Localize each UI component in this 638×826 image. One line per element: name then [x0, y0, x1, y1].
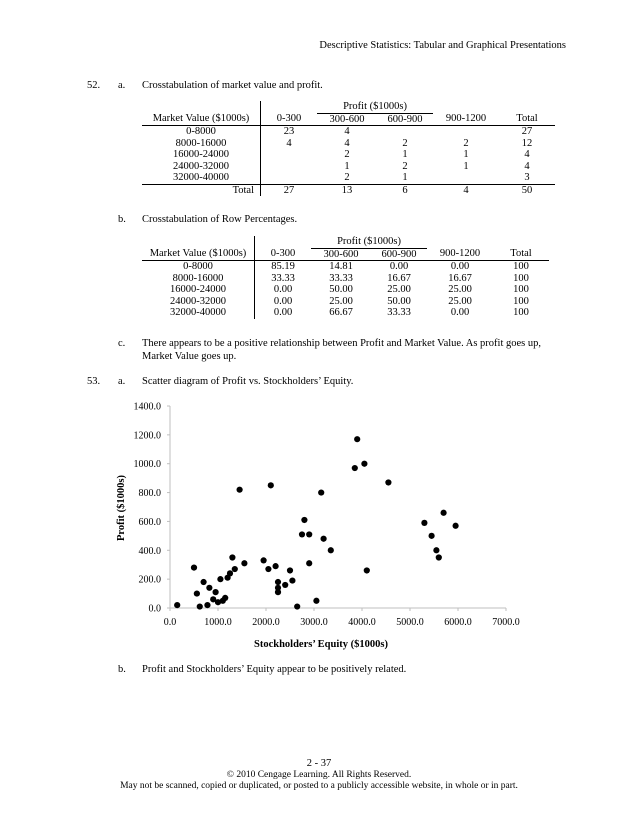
scatter-point [287, 567, 293, 573]
cell: 4 [261, 138, 318, 150]
table-row [142, 261, 549, 273]
x-tick-label: 6000.0 [444, 617, 472, 628]
cell: 4 [524, 160, 530, 172]
table-row [142, 149, 555, 161]
table-row [142, 161, 555, 173]
y-tick-label: 400.0 [138, 545, 161, 557]
column-header: 300-600 [311, 248, 371, 261]
market-value-header: Market Value ($1000s) [142, 248, 255, 261]
crosstab-market-value-profit [142, 101, 555, 196]
cell: 50.00 [387, 295, 411, 307]
scatter-point [306, 531, 312, 537]
scatter-point [289, 577, 295, 583]
x-tick-label: 5000.0 [396, 617, 424, 628]
scatter-point [275, 579, 281, 585]
scatter-point [421, 520, 427, 526]
usage-notice: May not be scanned, copied or duplicated, or posted to a publicly accessible website, in whole or in part. [120, 781, 518, 791]
cell: 33.33 [255, 273, 312, 285]
scatter-point [206, 585, 212, 591]
scatter-point [321, 536, 327, 542]
scatter-point [364, 567, 370, 573]
cell: 33.33 [329, 272, 353, 284]
cell [261, 161, 318, 173]
y-tick-label: 0.0 [148, 603, 161, 615]
scatter-point [191, 565, 197, 571]
y-tick-label: 1200.0 [133, 430, 161, 442]
table-row [142, 296, 549, 308]
cell: 100 [513, 295, 529, 307]
question-number-53: 53. [87, 376, 101, 387]
cell: 1 [377, 172, 433, 184]
column-header: 900-1200 [433, 113, 499, 126]
cell: 6 [402, 184, 408, 196]
cell: 0.00 [450, 261, 470, 272]
column-header: Total [499, 113, 555, 126]
part-label-53b: b. [118, 664, 126, 675]
cell: 33.33 [387, 307, 411, 318]
x-tick-label: 7000.0 [492, 617, 520, 628]
scatter-point [354, 436, 360, 442]
cell: 14.81 [329, 261, 353, 272]
cell: 1 [463, 160, 469, 172]
y-tick-label: 800.0 [138, 488, 161, 500]
scatter-point [222, 595, 228, 601]
cell: 0.00 [255, 284, 312, 296]
scatter-point [213, 589, 219, 595]
copyright: © 2010 Cengage Learning. All Rights Reserved. [226, 770, 412, 780]
scatter-point [352, 465, 358, 471]
scatter-point [197, 603, 203, 609]
column-header: 600-900 [377, 113, 433, 126]
y-axis-label: Profit ($1000s) [116, 475, 127, 541]
cell: 25.00 [387, 284, 411, 295]
scatter-point [436, 554, 442, 560]
scatter-point [227, 570, 233, 576]
cell: 85.19 [255, 261, 312, 273]
table-row [142, 138, 555, 150]
x-tick-label: 1000.0 [204, 617, 232, 628]
market-value-header: Market Value ($1000s) [142, 113, 261, 126]
row-label: 0-8000 [186, 126, 216, 137]
column-header: 0-300 [255, 248, 312, 261]
cell: 12 [521, 137, 533, 149]
column-header: 0-300 [261, 113, 318, 126]
column-header: Total [493, 248, 549, 261]
row-label: 24000-32000 [170, 295, 226, 307]
part-label-52a: a. [118, 80, 126, 91]
row-label: 8000-16000 [175, 137, 227, 149]
cell: 1 [402, 149, 408, 160]
scatter-point [385, 479, 391, 485]
cell: 4 [344, 137, 350, 149]
part-text-52c-line2: Market Value goes up. [142, 351, 237, 362]
scatter-point [318, 489, 324, 495]
crosstab-row-percentages [142, 236, 549, 319]
scatter-point [294, 603, 300, 609]
column-header: 900-1200 [427, 248, 493, 261]
scatter-point [273, 563, 279, 569]
scatter-point [232, 566, 238, 572]
part-text-53b: Profit and Stockholders’ Equity appear to be positively related. [142, 664, 407, 675]
total-label: Total [232, 184, 254, 196]
part-title-52b: Crosstabulation of Row Percentages. [142, 214, 298, 225]
y-tick-label: 1400.0 [133, 401, 161, 413]
page-number: 2 - 37 [306, 758, 332, 769]
part-text-52c-line1: There appears to be a positive relationship between Profit and Market Value. As profit goes up, [142, 338, 541, 349]
cell: 0.00 [255, 307, 312, 319]
row-label: 16000-24000 [173, 149, 229, 160]
table-row [142, 273, 549, 285]
cell: 100 [513, 272, 529, 284]
scatter-point [268, 482, 274, 488]
cell [433, 172, 499, 184]
scatter-point [229, 554, 235, 560]
profit-header: Profit ($1000s) [311, 236, 427, 248]
y-tick-label: 1000.0 [133, 459, 161, 471]
cell [433, 126, 499, 138]
cell: 4 [344, 126, 350, 137]
cell: 2 [317, 172, 377, 184]
cell: 2 [344, 149, 350, 160]
column-header: 300-600 [317, 113, 377, 126]
cell: 27 [521, 126, 533, 137]
table-row [142, 126, 555, 138]
scatter-point [429, 533, 435, 539]
cell: 1 [344, 160, 350, 172]
x-tick-label: 2000.0 [252, 617, 280, 628]
cell: 50 [521, 184, 533, 196]
scatter-point [441, 510, 447, 516]
scatter-point [237, 487, 243, 493]
cell: 25.00 [329, 295, 353, 307]
table-row [142, 307, 549, 319]
profit-header: Profit ($1000s) [317, 101, 433, 113]
table-row [142, 172, 555, 184]
scatter-point [174, 602, 180, 608]
cell [261, 149, 318, 161]
cell: 16.67 [448, 272, 472, 284]
part-label-52c: c. [118, 338, 126, 349]
y-tick-label: 600.0 [138, 516, 161, 528]
cell: 2 [463, 137, 469, 149]
cell: 3 [499, 172, 555, 184]
scatter-point [275, 589, 281, 595]
scatter-point [361, 461, 367, 467]
scatter-point [328, 547, 334, 553]
scatter-point [433, 547, 439, 553]
row-label: 8000-16000 [172, 272, 224, 284]
row-label: 16000-24000 [170, 284, 226, 295]
scatter-point [241, 560, 247, 566]
cell: 13 [341, 184, 353, 196]
cell: 25.00 [448, 284, 472, 295]
question-number-52: 52. [87, 80, 101, 91]
cell: 0.00 [389, 261, 409, 272]
cell: 50.00 [329, 284, 353, 295]
row-label: 24000-32000 [173, 160, 229, 172]
cell: 1 [463, 149, 469, 160]
column-header: 600-900 [371, 248, 427, 261]
table-row [142, 284, 549, 296]
cell: 4 [463, 184, 469, 196]
scatter-point [313, 598, 319, 604]
cell: 25.00 [448, 295, 472, 307]
cell [377, 126, 433, 138]
cell: 66.67 [329, 307, 353, 318]
cell [261, 172, 318, 184]
scatter-point [282, 582, 288, 588]
cell: 0.00 [450, 307, 470, 318]
scatter-point [201, 579, 207, 585]
cell: 27 [261, 184, 318, 196]
x-tick-label: 3000.0 [300, 617, 328, 628]
part-title-52a: Crosstabulation of market value and profit. [142, 80, 323, 91]
cell: 0.00 [255, 296, 312, 308]
scatter-point [204, 602, 210, 608]
scatter-point [217, 576, 223, 582]
scatter-point [299, 531, 305, 537]
cell: 100 [513, 261, 529, 272]
scatter-chart [100, 392, 530, 654]
running-header: Descriptive Statistics: Tabular and Graphical Presentations [319, 40, 566, 51]
x-tick-label: 4000.0 [348, 617, 376, 628]
cell: 16.67 [387, 272, 411, 284]
scatter-point [306, 560, 312, 566]
cell: 23 [261, 126, 318, 138]
part-title-53a: Scatter diagram of Profit vs. Stockholders’ Equity. [142, 376, 354, 387]
cell: 4 [524, 149, 530, 160]
row-label: 32000-40000 [142, 172, 261, 184]
x-tick-label: 0.0 [163, 617, 177, 628]
total-row [142, 184, 555, 196]
y-tick-label: 200.0 [138, 574, 161, 586]
scatter-point [301, 517, 307, 523]
scatter-point [453, 523, 459, 529]
cell: 2 [402, 160, 408, 172]
scatter-point [265, 566, 271, 572]
part-label-53a: a. [118, 376, 126, 387]
x-axis-label: Stockholders’ Equity ($1000s) [254, 639, 388, 650]
part-label-52b: b. [118, 214, 126, 225]
cell: 100 [513, 307, 529, 318]
scatter-point [194, 590, 200, 596]
row-label: 0-8000 [183, 261, 213, 272]
cell: 100 [513, 284, 529, 295]
cell: 2 [402, 137, 408, 149]
scatter-point [261, 557, 267, 563]
row-label: 32000-40000 [170, 307, 226, 318]
